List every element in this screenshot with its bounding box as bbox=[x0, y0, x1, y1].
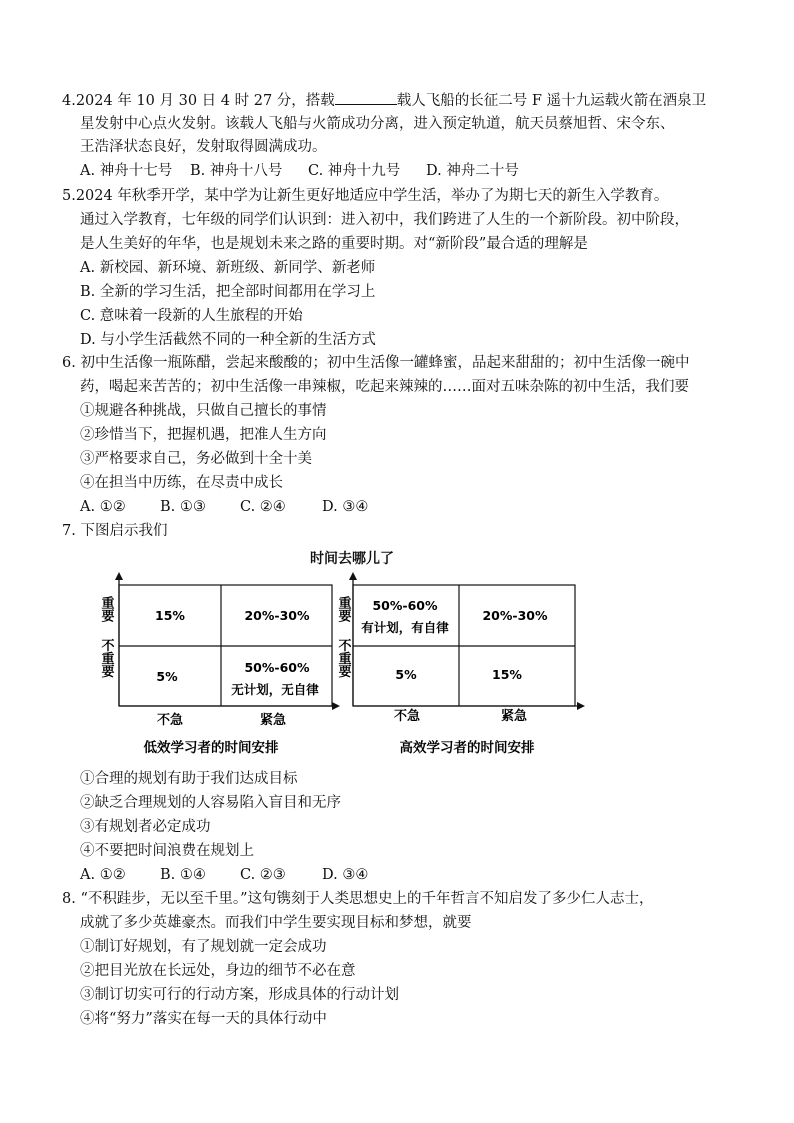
q6-option-b: B. ①③ bbox=[160, 499, 206, 515]
q6-item-3: ③严格要求自己，务必做到十全十美 bbox=[80, 451, 312, 467]
q7-item-3: ③有规划者必定成功 bbox=[80, 819, 211, 835]
q4-answer-blank bbox=[335, 90, 397, 105]
low-efficiency-matrix bbox=[99, 574, 339, 756]
q7-options bbox=[80, 865, 368, 885]
q4-option-a: A. 神舟十七号 bbox=[80, 163, 173, 179]
q7-item-1: ①合理的规划有助于我们达成目标 bbox=[80, 771, 298, 787]
q5-line-3: 是人生美好的年华，也是规划未来之路的重要时期。对“新阶段”最合适的理解是 bbox=[80, 236, 588, 252]
q7-option-d: D. ③④ bbox=[322, 867, 369, 883]
q4-option-b: B. 神舟十八号 bbox=[190, 163, 283, 179]
left-x-label-not-urgent: 不急 bbox=[156, 713, 184, 728]
q6-option-a: A. ①② bbox=[80, 499, 126, 515]
right-x-label-urgent: 紧急 bbox=[500, 709, 528, 724]
q4-stem-part-b: 载人飞船的长征二号 F 遥十九运载火箭在酒泉卫 bbox=[396, 93, 707, 109]
left-x-label-urgent: 紧急 bbox=[259, 713, 287, 728]
q6-line-2: 药，喝起来苦苦的；初中生活像一串辣椒，吃起来辣辣的……面对五味杂陈的初中生活，我们要 bbox=[80, 379, 689, 395]
q7-option-c: C. ②③ bbox=[240, 867, 286, 883]
high-efficiency-matrix bbox=[336, 574, 584, 756]
left-cell-unimportant-not-urgent: 5% bbox=[156, 669, 178, 684]
q8-line-2: 成就了多少英雄豪杰。而我们中学生要实现目标和梦想，就要 bbox=[80, 915, 472, 931]
left-cell-unimportant-urgent-note: 无计划，无自律 bbox=[231, 682, 319, 697]
right-x-label-not-urgent: 不急 bbox=[393, 709, 421, 724]
q5-option-c: C. 意味着一段新的人生旅程的开始 bbox=[80, 308, 303, 324]
left-matrix-caption: 低效学习者的时间安排 bbox=[143, 740, 279, 756]
q7-stem: 7. 下图启示我们 bbox=[62, 523, 168, 539]
left-cell-important-urgent: 20%-30% bbox=[244, 608, 310, 623]
q6-item-1: ①规避各种挑战，只做自己擅长的事情 bbox=[80, 403, 327, 419]
q4-line-3: 王浩泽状态良好，发射取得圆满成功。 bbox=[80, 139, 327, 155]
q6-item-4: ④在担当中历练，在尽责中成长 bbox=[80, 475, 283, 491]
right-matrix-frame bbox=[353, 585, 575, 706]
right-y-label-unimportant: 不重要 bbox=[335, 638, 351, 678]
q5-line-1: 5.2024 年秋季开学，某中学为让新生更好地适应中学生活，举办了为期七天的新生入学教育。 bbox=[62, 188, 669, 204]
q8-line-1: 8. “不积跬步，无以至千里。”这句镌刻于人类思想史上的千年哲言不知启发了多少仁人志士， bbox=[62, 891, 654, 907]
q7-option-a: A. ①② bbox=[80, 867, 126, 883]
q4-stem-part-a: 4.2024 年 10 月 30 日 4 时 27 分，搭载 bbox=[62, 93, 335, 109]
left-matrix-frame bbox=[119, 585, 332, 706]
q5-option-a: A. 新校园、新环境、新班级、新同学、新老师 bbox=[80, 260, 376, 276]
left-cell-important-not-urgent: 15% bbox=[155, 608, 185, 623]
left-y-label-important: 重要 bbox=[98, 596, 114, 622]
q4-option-d: D. 神舟二十号 bbox=[426, 163, 519, 179]
right-cell-important-not-urgent-note: 有计划，有自律 bbox=[361, 620, 449, 635]
q4-options bbox=[80, 161, 519, 181]
q4-option-c: C. 神舟十九号 bbox=[308, 163, 401, 179]
q5-line-2: 通过入学教育，七年级的同学们认识到：进入初中，我们跨进了人生的一个新阶段。初中阶段， bbox=[80, 212, 689, 228]
q4-line-1 bbox=[62, 90, 706, 111]
q4-line-2: 星发射中心点火发射。该载人飞船与火箭成功分离，进入预定轨道，航天员蔡旭哲、宋令东、 bbox=[80, 116, 675, 132]
right-matrix-caption: 高效学习者的时间安排 bbox=[399, 740, 535, 756]
left-cell-unimportant-urgent-value: 50%-60% bbox=[244, 660, 310, 675]
q6-item-2: ②珍惜当下，把握机遇，把准人生方向 bbox=[80, 427, 327, 443]
q7-item-2: ②缺乏合理规划的人容易陷入盲目和无序 bbox=[80, 795, 341, 811]
q7-item-4: ④不要把时间浪费在规划上 bbox=[80, 843, 254, 859]
q6-option-c: C. ②④ bbox=[240, 499, 286, 515]
q8-item-4: ④将“努力”落实在每一天的具体行动中 bbox=[80, 1011, 327, 1027]
q5-option-d: D. 与小学生活截然不同的一种全新的生活方式 bbox=[80, 332, 376, 348]
right-cell-unimportant-not-urgent: 5% bbox=[395, 667, 417, 682]
right-cell-unimportant-urgent: 15% bbox=[492, 667, 522, 682]
q8-item-3: ③制订切实可行的行动方案，形成具体的行动计划 bbox=[80, 987, 399, 1003]
right-y-label-important: 重要 bbox=[335, 596, 351, 622]
q5-option-b: B. 全新的学习生活，把全部时间都用在学习上 bbox=[80, 284, 376, 300]
q8-item-2: ②把目光放在长远处，身边的细节不必在意 bbox=[80, 963, 356, 979]
q8-item-1: ①制订好规划，有了规划就一定会成功 bbox=[80, 939, 327, 955]
diagram-title: 时间去哪儿了 bbox=[310, 551, 394, 567]
q6-options bbox=[80, 497, 368, 517]
q7-option-b: B. ①④ bbox=[160, 867, 206, 883]
right-cell-important-urgent: 20%-30% bbox=[482, 608, 548, 623]
left-y-label-unimportant: 不重要 bbox=[98, 638, 114, 678]
q6-line-1: 6. 初中生活像一瓶陈醋，尝起来酸酸的；初中生活像一罐蜂蜜，品起来甜甜的；初中生活像一碗中 bbox=[62, 355, 690, 371]
right-cell-important-not-urgent-value: 50%-60% bbox=[372, 598, 438, 613]
q6-option-d: D. ③④ bbox=[322, 499, 369, 515]
